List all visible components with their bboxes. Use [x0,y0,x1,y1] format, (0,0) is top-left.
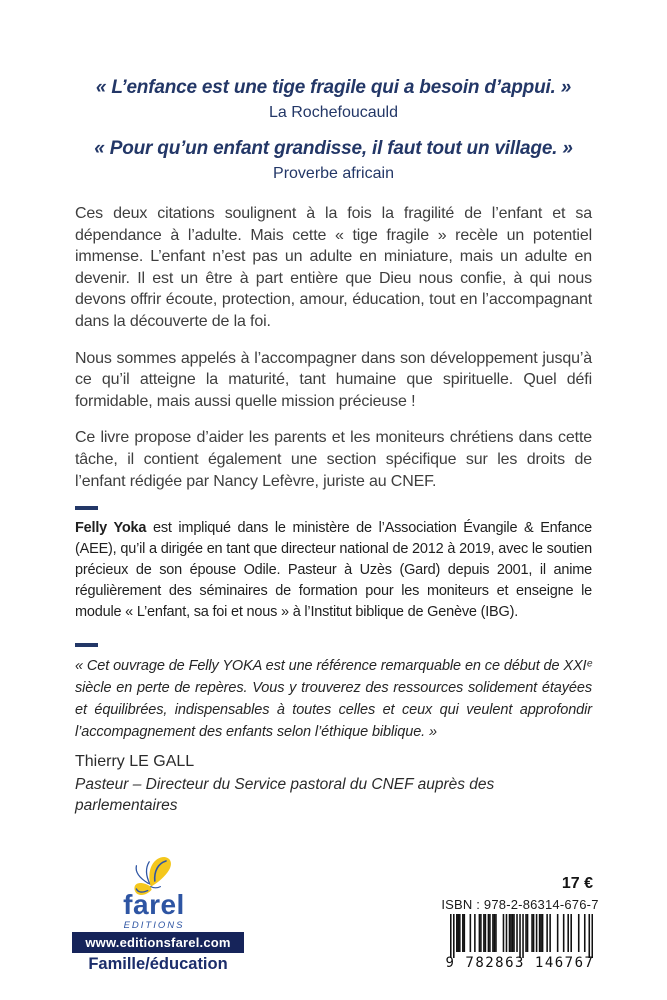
epigraph-quote-2-attribution: Proverbe africain [273,165,394,182]
endorsement-quote: « Cet ouvrage de Felly YOKA est une référence remarquable en ce début de XXIᵉ siècle en perte de repères. Vous y trouverez des ressources solidement étayées et équilibrées, indispensables à toutes celles et ceux qui veulent approfondir l’accompagnement des enfants selon l’éthique biblique. » [75,658,593,741]
epigraph-quote-1: « L’enfance est une tige fragile qui a besoin d’appui. » [95,77,572,98]
publisher-logo-name: farel [123,889,185,920]
section-divider-dash-2 [75,643,98,647]
author-bio-text: est impliqué dans le ministère de l’Association Évangile & Enfance (AEE), qu’il a dirigée en tant que directeur national de 2012 à 2019, avec le soutien précieux de son épouse Odile. Pasteur à Uzès (Gard) depuis 2001, il anime régulièrement des séminaires de formation pour les moniteurs et enseigne le module « L’enfant, sa foi et nous » à l’Institut biblique de Genève (IBG). [75,520,592,621]
isbn-label: ISBN : 978-2-86314-676-7 [441,897,599,912]
epigraph-block [75,76,592,183]
price-label: 17 € [561,875,593,892]
author-name: Felly Yoka [75,520,147,537]
barcode-digits: 9 782863 146767 [445,955,595,971]
publisher-website-banner [72,932,244,953]
body-paragraph-1: Ces deux citations soulignent à la fois la fragilité de l’enfant et sa dépendance à l’adulte. Mais cette « tige fragile » recèle un potentiel immense. L’enfant n’est pas un adulte en miniature, mais un adulte en devenir. Il est un être à part entière que Dieu nous confie, à qui nous devons offrir écoute, protection, amour, éducation, tout en l’accompagnant dans la découverte de la foi. [75,205,592,330]
epigraph-quote-1-attribution: La Rochefoucauld [269,104,398,121]
author-bio [75,518,592,623]
cover-text-column [75,0,592,816]
book-category-label: Famille/éducation [88,955,228,973]
ean13-barcode [450,914,593,958]
epigraph-quote-2: « Pour qu’un enfant grandisse, il faut tout un village. » [94,138,573,159]
endorser-role: Pasteur – Directeur du Service pastoral du CNEF auprès des parlementaires [75,776,495,815]
publisher-logo [112,854,196,931]
body-paragraph-3: Ce livre propose d’aider les parents et les moniteurs chrétiens dans cette tâche, il contient également une section spécifique sur les droits de l’enfant rédigée par Nancy Lefèvre, juriste au CNEF. [75,429,592,490]
publisher-website-url: www.editionsfarel.com [85,935,231,950]
body-paragraph-2: Nous sommes appelés à l’accompagner dans son développement jusqu’à ce qu’il atteigne la maturité, tant humaine que spirituelle. Quel défi formidable, mais aussi quelle mission précieuse ! [75,349,592,410]
endorser-name: Thierry LE GALL [75,753,195,771]
publisher-logo-subtitle: EDITIONS [123,920,185,931]
section-divider-dash [75,506,98,510]
